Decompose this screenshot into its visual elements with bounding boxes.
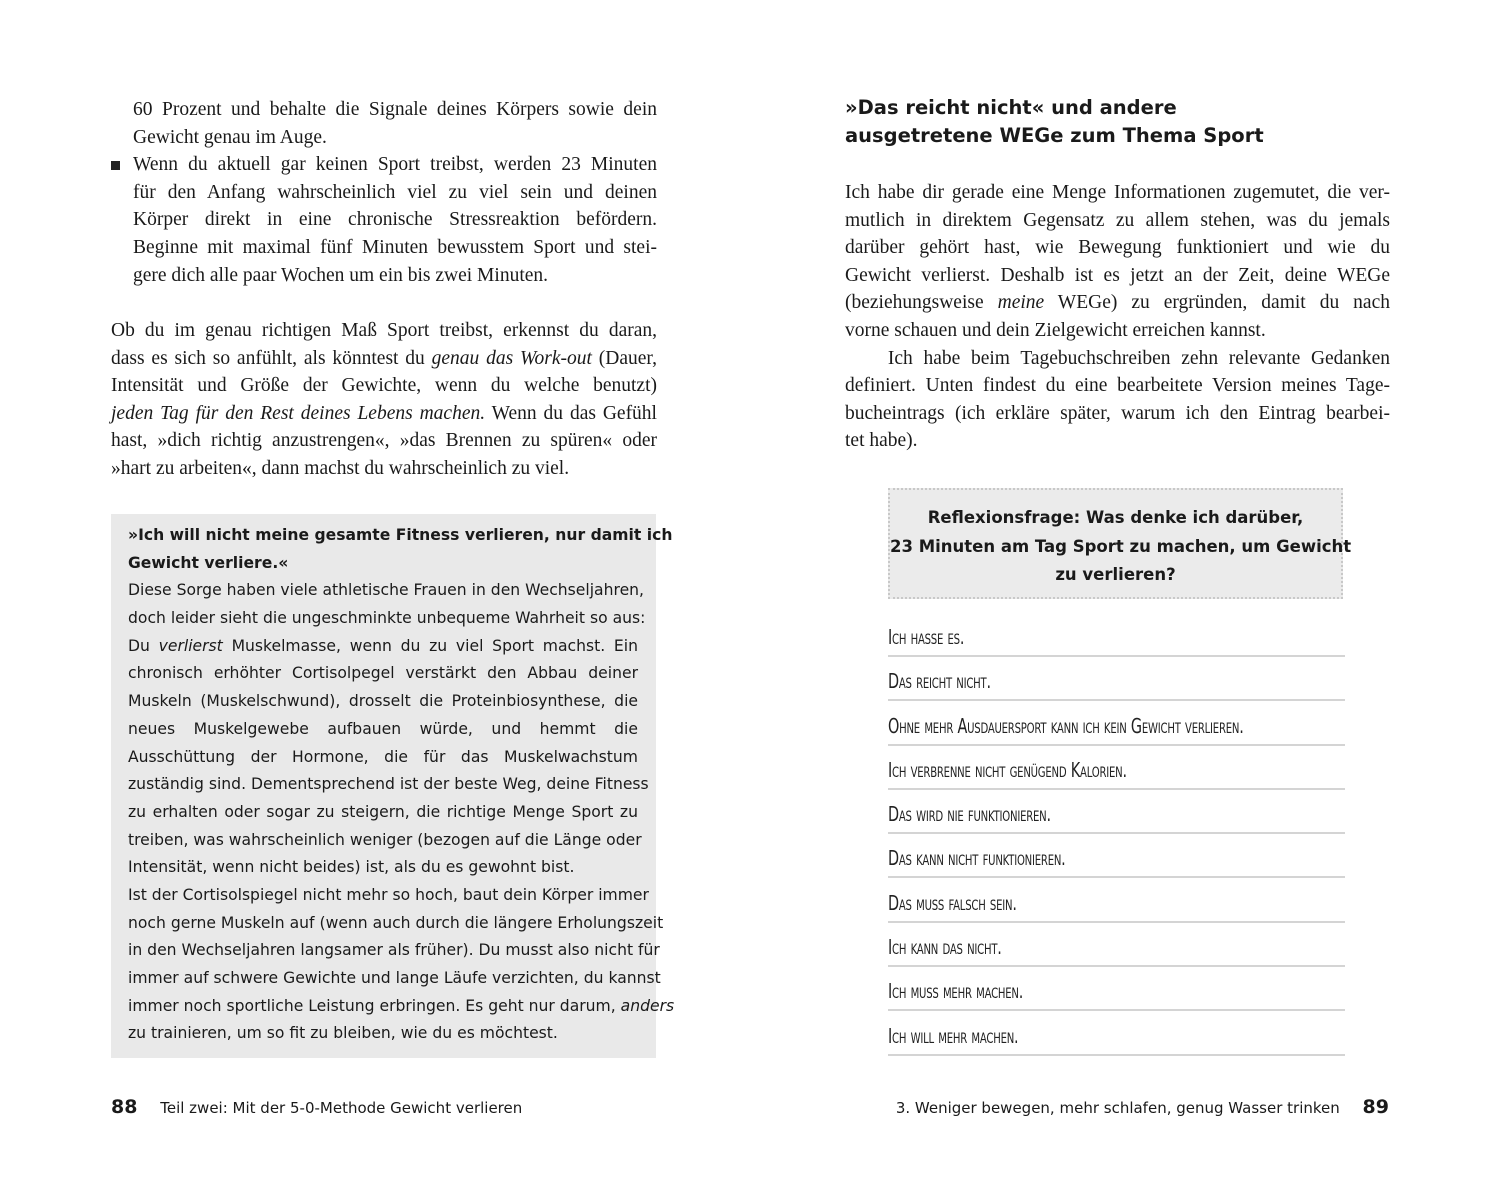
right-footer: [896, 1096, 1389, 1118]
answer-list: [888, 614, 1345, 1057]
text-segment: »hart zu arbeiten«, dann machst du wahrscheinlich zu viel.: [111, 457, 570, 479]
answer-line: [888, 658, 1345, 701]
text-line: [111, 372, 657, 400]
answer-line: [888, 791, 1345, 834]
answer-text: Das kann nicht funktionieren.: [888, 846, 1066, 871]
page-number: 88: [111, 1096, 138, 1118]
text-segment: Intensität und Größe der Gewichte, wenn du welche benutzt): [111, 375, 657, 397]
list-item-continuation: [133, 96, 657, 151]
text-segment: WEGe) zu ergründen, damit du nach: [1044, 292, 1390, 314]
reflection-question-box: [888, 488, 1352, 599]
section-heading: [845, 94, 1264, 149]
info-box-text: [128, 522, 675, 1048]
text-line: [133, 262, 657, 290]
text-line: [128, 550, 638, 578]
text-segment: neues Muskelgewebe aufbauen würde, und hemmt die: [128, 719, 638, 738]
text-line: [128, 577, 645, 605]
text-line: [845, 234, 1390, 262]
text-segment: gere dich alle paar Wochen um ein bis zwei Minuten.: [133, 264, 549, 286]
answer-line: [888, 747, 1345, 790]
text-line: [111, 400, 657, 428]
text-segment: bucheintrags (ich erkläre später, warum ich den Eintrag bearbei-: [845, 402, 1390, 424]
text-segment: Wenn du das Gefühl: [485, 402, 657, 424]
answer-line: [888, 703, 1345, 746]
text-line: [128, 965, 661, 993]
answer-text: Ich kann das nicht.: [888, 935, 1002, 960]
answer-text: Das reicht nicht.: [888, 669, 991, 694]
text-segment: Ich habe dir gerade eine Menge Informationen zugemutet, die ver-: [845, 182, 1390, 203]
text-segment: zu erhalten oder sogar zu steigern, die richtige Menge Sport zu: [128, 802, 638, 821]
answer-text: Ohne mehr Ausdauersport kann ich kein Gewicht verlieren.: [888, 713, 1244, 738]
answer-line: [888, 614, 1345, 657]
list-item: [133, 151, 657, 289]
answer-line: [888, 880, 1345, 923]
text-line: [845, 400, 1390, 428]
body-paragraph: [111, 317, 657, 483]
page-number: 89: [1362, 1096, 1389, 1118]
text-segment: Körper direkt in eine chronische Stressreaktion befördern.: [133, 209, 657, 231]
bullet-square-icon: [111, 161, 120, 170]
text-segment: Ob du im genau richtigen Maß Sport treibst, erkennst du daran,: [111, 320, 657, 341]
text-line: [890, 533, 1352, 562]
text-segment: in den Wechseljahren langsamer als früher). Du musst also nicht für: [128, 941, 660, 960]
text-line: [845, 289, 1390, 317]
text-segment: Diese Sorge haben viele athletische Frauen in den Wechseljahren,: [128, 581, 645, 600]
text-line: [845, 372, 1390, 400]
text-segment: chronisch erhöhter Cortisolpegel verstärkt den Abbau deiner: [128, 664, 638, 683]
text-segment: »Ich will nicht meine gesamte Fitness verlieren, nur damit ich: [128, 526, 673, 544]
text-line: [128, 827, 642, 855]
text-segment: Reflexionsfrage: Was denke ich darüber,: [927, 508, 1304, 527]
emphasis-text: genau das Work-out: [431, 347, 592, 369]
text-line: [845, 262, 1390, 290]
text-line: [111, 317, 657, 345]
text-line: [128, 771, 649, 799]
answer-line: [888, 924, 1345, 967]
text-line: [845, 122, 1264, 150]
text-segment: Wenn du aktuell gar keinen Sport treibst, werden 23 Minuten: [133, 154, 657, 176]
text-line: [128, 716, 638, 744]
text-line: [128, 660, 638, 688]
text-line: [128, 633, 638, 661]
answer-text: Ich muss mehr machen.: [888, 979, 1024, 1004]
text-segment: Ausschüttung der Hormone, die für das Muskelwachstum: [128, 747, 638, 766]
text-segment: ausgetretene WEGe zum Thema Sport: [845, 123, 1264, 147]
text-segment: darüber gehört hast, wie Bewegung funktioniert und wie du: [845, 237, 1390, 259]
text-line: [133, 124, 657, 152]
text-line: [111, 345, 657, 373]
text-segment: definiert. Unten findest du eine bearbeitete Version meines Tage-: [845, 375, 1390, 397]
text-line: [128, 882, 649, 910]
text-line: [128, 1020, 638, 1048]
text-line: [128, 688, 638, 716]
answer-text: Das muss falsch sein.: [888, 890, 1017, 915]
text-segment: Ist der Cortisolspiegel nicht mehr so hoch, baut dein Körper immer: [128, 885, 649, 904]
text-segment: Gewicht verlierst. Deshalb ist es jetzt an der Zeit, deine WEGe: [845, 264, 1390, 286]
text-line: [133, 179, 657, 207]
text-line: [133, 151, 657, 179]
text-line: [128, 799, 638, 827]
text-line: [128, 605, 646, 633]
body-paragraph: [845, 179, 1390, 455]
text-segment: zuständig sind. Dementsprechend ist der beste Weg, deine Fitness: [128, 775, 649, 794]
text-line: [128, 910, 664, 938]
text-segment: noch gerne Muskeln auf (wenn auch durch die längere Erholungszeit: [128, 913, 664, 932]
text-segment: dass es sich so anfühlt, als könntest du: [111, 347, 432, 369]
text-segment: zu trainieren, um so fit zu bleiben, wie du es möchtest.: [128, 1024, 558, 1043]
text-line: [845, 179, 1390, 207]
text-line: [128, 993, 675, 1021]
emphasis-text: meine: [997, 292, 1045, 314]
answer-text: Ich will mehr machen.: [888, 1023, 1019, 1048]
answer-text: Ich hasse es.: [888, 625, 965, 649]
reflection-question: [890, 504, 1352, 590]
text-segment: Gewicht genau im Auge.: [133, 126, 327, 148]
text-line: [128, 937, 660, 965]
text-line: [845, 317, 1390, 345]
text-segment: Muskeln (Muskelschwund), drosselt die Proteinbiosynthese, die: [128, 692, 638, 711]
text-segment: (Dauer,: [591, 347, 657, 369]
answer-text: Das wird nie funktionieren.: [888, 802, 1051, 827]
text-segment: Ich habe beim Tagebuchschreiben zehn relevante Gedanken: [845, 347, 1390, 369]
emphasis-text: jeden Tag für den Rest deines Lebens machen.: [111, 402, 486, 424]
answer-text: Ich verbrenne nicht genügend Kalorien.: [888, 757, 1127, 782]
text-segment: vorne schauen und dein Zielgewicht erreichen kannst.: [845, 319, 1266, 341]
text-line: [133, 206, 657, 234]
emphasis-text: verlierst: [158, 636, 223, 655]
text-segment: »Das reicht nicht« und andere: [845, 96, 1177, 119]
text-segment: für den Anfang wahrscheinlich viel zu viel sein und deinen: [133, 181, 657, 203]
info-box: [111, 514, 675, 1058]
running-head: 3. Weniger bewegen, mehr schlafen, genug Wasser trinken: [895, 1099, 1340, 1117]
text-segment: doch leider sieht die ungeschminkte unbequeme Wahrheit so aus:: [128, 609, 646, 628]
text-segment: zu verlieren?: [1055, 565, 1176, 584]
text-line: [111, 455, 657, 483]
text-segment: 60 Prozent und behalte die Signale deines Körpers sowie dein: [133, 99, 657, 120]
text-line: [128, 854, 638, 882]
text-line: [128, 522, 673, 550]
answer-line: [888, 968, 1345, 1011]
text-segment: Gewicht verliere.«: [128, 553, 289, 572]
text-line: [133, 96, 657, 124]
text-segment: immer noch sportliche Leistung erbringen. Es geht nur darum,: [128, 996, 621, 1015]
left-footer: [111, 1096, 522, 1118]
text-segment: Beginne mit maximal fünf Minuten bewusstem Sport und stei-: [133, 236, 657, 258]
text-segment: treiben, was wahrscheinlich weniger (bezogen auf die Länge oder: [128, 830, 642, 849]
text-segment: Muskelmasse, wenn du zu viel Sport machst. Ein: [222, 636, 639, 655]
emphasis-text: anders: [620, 996, 675, 1015]
text-line: [890, 561, 1341, 590]
text-line: [845, 207, 1390, 235]
text-segment: Intensität, wenn nicht beides) ist, als du es gewohnt bist.: [128, 858, 575, 877]
text-line: [845, 94, 1264, 122]
text-segment: tet habe).: [845, 430, 918, 452]
text-line: [890, 504, 1341, 533]
answer-line: [888, 1013, 1345, 1056]
running-head: Teil zwei: Mit der 5-0-Methode Gewicht verlieren: [160, 1099, 523, 1117]
text-segment: (beziehungsweise: [845, 292, 998, 314]
text-segment: immer auf schwere Gewichte und lange Läufe verzichten, du kannst: [128, 969, 661, 987]
text-segment: mutlich in direktem Gegensatz zu allem stehen, was du jemals: [845, 209, 1390, 231]
text-line: [845, 427, 1390, 455]
text-segment: hast, »dich richtig anzustrengen«, »das Brennen zu spüren« oder: [111, 430, 657, 452]
text-line: [128, 744, 638, 772]
text-segment: Du: [128, 636, 159, 655]
text-line: [845, 345, 1390, 373]
text-segment: 23 Minuten am Tag Sport zu machen, um Gewicht: [890, 536, 1352, 556]
text-line: [133, 234, 657, 262]
text-line: [111, 427, 657, 455]
answer-line: [888, 835, 1345, 878]
bullet-list: [133, 96, 657, 289]
